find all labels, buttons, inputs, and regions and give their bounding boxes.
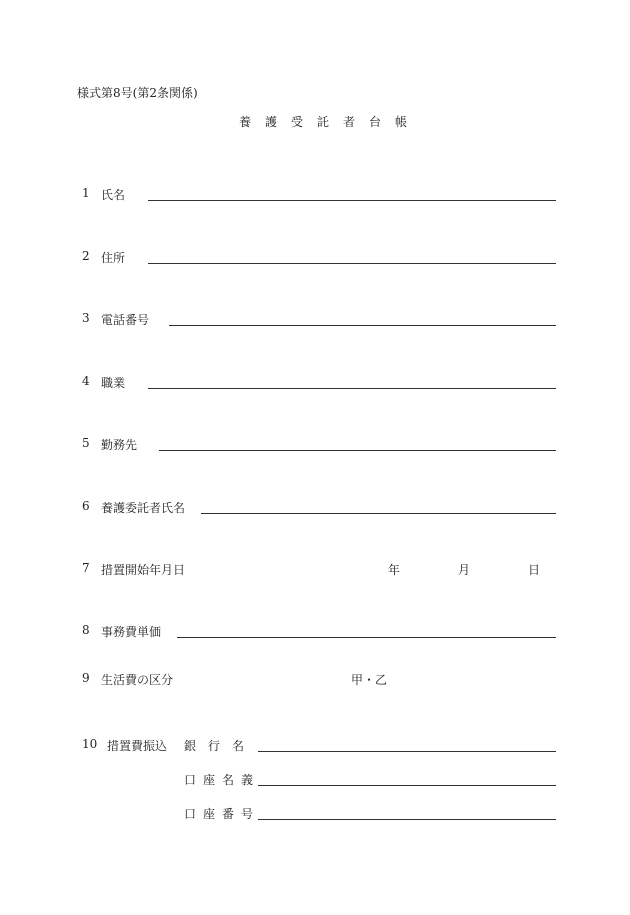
workplace-entry-line[interactable] <box>159 450 556 451</box>
field-number: 6 <box>82 499 90 513</box>
field-number: 5 <box>82 436 90 450</box>
field-label-occupation: 職業 <box>101 376 126 390</box>
field-label-address: 住所 <box>101 251 126 265</box>
field-label-payment-transfer: 措置費振込 <box>107 739 168 753</box>
field-number: 3 <box>82 311 90 325</box>
month-label: 月 <box>458 563 471 577</box>
account-holder-label: 口座名義 <box>184 773 261 787</box>
address-entry-line[interactable] <box>148 263 556 264</box>
consignor-name-entry-line[interactable] <box>201 513 556 514</box>
field-number: 2 <box>82 249 90 263</box>
name-entry-line[interactable] <box>148 200 556 201</box>
day-label: 日 <box>528 563 541 577</box>
bank-name-label: 銀行名 <box>184 739 257 753</box>
category-options: 甲・乙 <box>351 673 388 687</box>
field-label-phone: 電話番号 <box>101 313 150 327</box>
unit-cost-entry-line[interactable] <box>177 637 556 638</box>
field-label-unit-cost: 事務費単価 <box>101 625 162 639</box>
account-holder-entry-line[interactable] <box>258 785 556 786</box>
field-number: 7 <box>82 561 90 575</box>
field-label-start-date: 措置開始年月日 <box>101 563 186 577</box>
occupation-entry-line[interactable] <box>148 388 556 389</box>
phone-entry-line[interactable] <box>169 325 556 326</box>
field-number: 9 <box>82 671 90 685</box>
field-number: 8 <box>82 623 90 637</box>
field-label-name: 氏名 <box>101 188 126 202</box>
account-number-entry-line[interactable] <box>258 819 556 820</box>
document-title: 養護受託者台帳 <box>239 115 422 129</box>
field-label-living-cost-category: 生活費の区分 <box>101 673 174 687</box>
field-number: 4 <box>82 374 90 388</box>
form-number: 様式第8号(第2条関係) <box>77 86 198 100</box>
bank-name-entry-line[interactable] <box>258 751 556 752</box>
year-label: 年 <box>388 563 401 577</box>
field-number: 10 <box>82 737 98 751</box>
field-number: 1 <box>82 186 90 200</box>
field-label-consignor-name: 養護委託者氏名 <box>101 501 186 515</box>
field-label-workplace: 勤務先 <box>101 438 138 452</box>
account-number-label: 口座番号 <box>184 807 261 821</box>
